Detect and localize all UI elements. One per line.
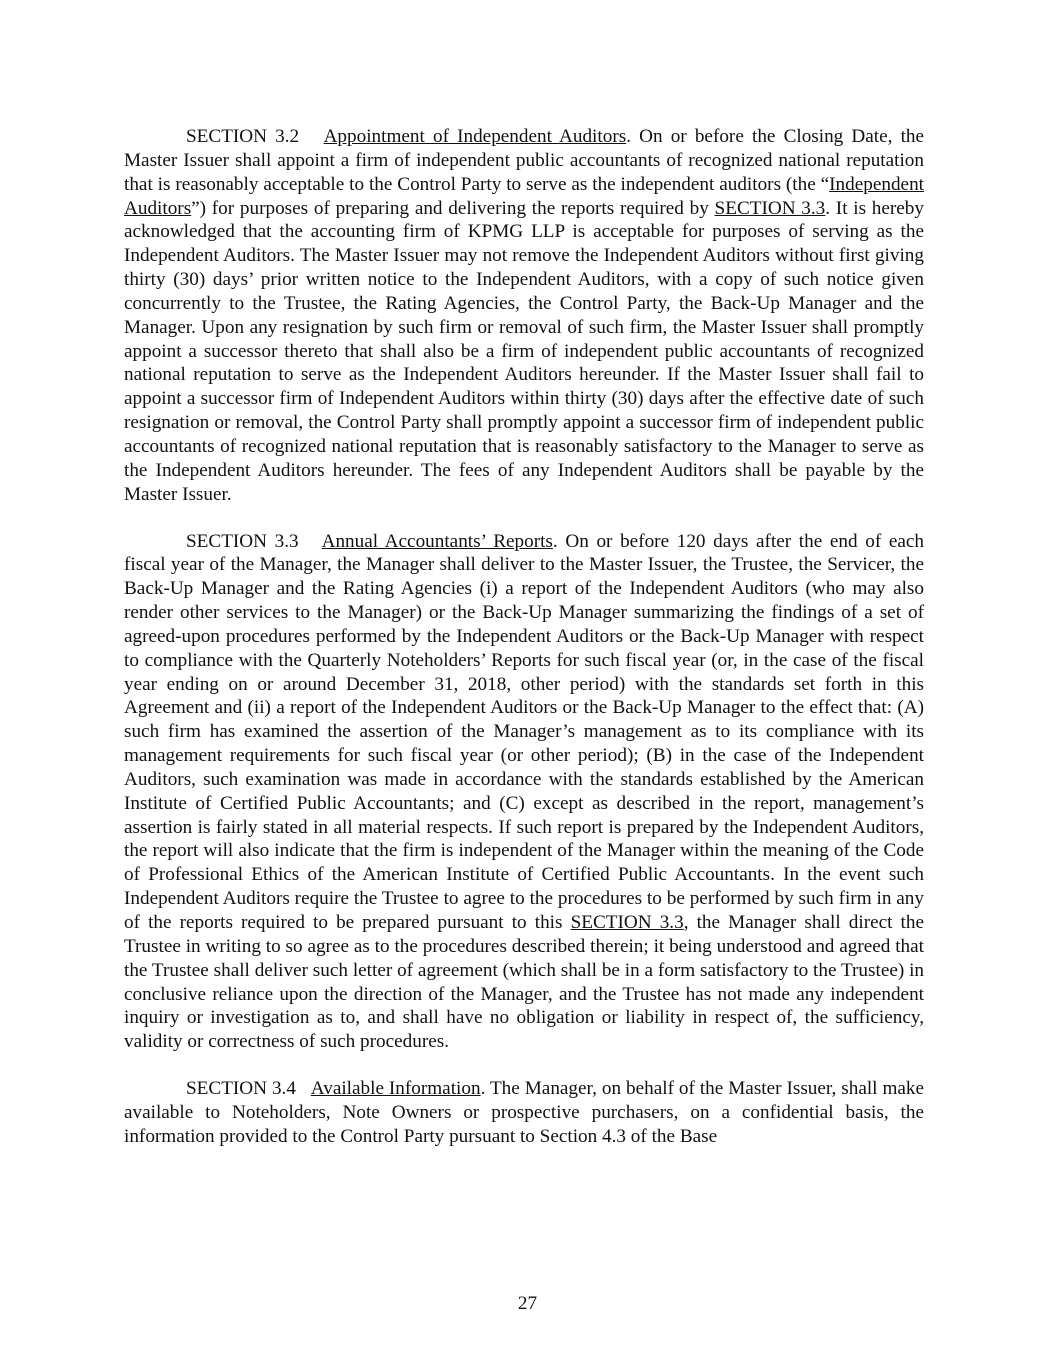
cross-reference: SECTION 3.3 xyxy=(570,912,684,933)
section-heading: Available Information xyxy=(310,1078,481,1100)
body-text: . On or before the Closing Date, the Master Issuer shall appoint a firm of independent public accountants of recognized national reputation that is reasonably acceptable to the Control Party to serve as the independent auditors (the “ xyxy=(124,126,925,195)
body-text: . On or before 120 days after the end of each fiscal year of the Manager, the Manager shall deliver to the Master Issuer, the Trustee, the Servicer, the Back-Up Manager and the Rating Agencies (i) a report of the Independent Auditors (who may also render other services to the Manager) or the Back-Up Manager summarizing the findings of a set of agreed-upon procedures performed by the Independent Auditors or the Back-Up Manager with respect to compliance with the Quarterly Noteholders’ Reports for such fiscal year (or, in the case of the fiscal year ending on or around December 31, 2018, other period) with the standards set forth in this Agreement and (ii) a report of the Independent Auditors or the Back-Up Manager to the effect that: (A) such firm has examined the assertion of the Manager’s management as to its compliance with its management requirements for such fiscal year (or other period); (B) in the case of the Independent Auditors, such examination was made in accordance with the standards established by the American Institute of Certified Public Accountants; and (C) except as described in the report, management’s assertion is fairly stated in all material respects. If such report is prepared by the Independent Auditors, the report will also indicate that the firm is independent of the Manager within the meaning of the Code of Professional Ethics of the American Institute of Certified Public Accountants. In the event such Independent Auditors require the Trustee to agree to the procedures to be performed by such firm in any of the reports required to be prepared pursuant to this xyxy=(124,530,924,933)
section-3-3-paragraph xyxy=(124,530,924,1055)
cross-reference: SECTION 3.3 xyxy=(714,197,826,219)
section-3-2-paragraph xyxy=(124,125,924,507)
body-text: ”) for purposes of preparing and delivering the reports required by xyxy=(191,197,715,219)
body-text: . The Manager, on behalf of the Master Issuer, shall make available to Noteholders, Note Owners or prospective purchasers, on a confidential basis, the information provided to the Control Party pursuant to Section 4.3 of the Base xyxy=(124,1078,925,1147)
section-3-4-paragraph xyxy=(124,1077,924,1149)
section-heading: Annual Accountants’ Reports xyxy=(321,530,553,552)
defined-term: Independent Auditors xyxy=(124,173,924,219)
section-number: SECTION 3.3 xyxy=(186,530,299,552)
section-number: SECTION 3.4 xyxy=(186,1078,296,1100)
section-heading: Appointment of Independent Auditors xyxy=(323,126,627,147)
body-text: , the Manager shall direct the Trustee in writing to so agree as to the procedures described therein; it being understood and agreed that the Trustee shall deliver such letter of agreement (which shall be in a form satisfactory to the Trustee) in conclusive reliance upon the direction of the Manager, and the Trustee has not made any independent inquiry or investigation as to, and shall have no obligation or liability in respect of, the sufficiency, validity or correctness of such procedures. xyxy=(124,912,925,1053)
document-body xyxy=(124,125,924,1172)
page-number: 27 xyxy=(517,1293,538,1314)
body-text: . It is hereby acknowledged that the accounting firm of KPMG LLP is acceptable for purposes of serving as the Independent Auditors. The Master Issuer may not remove the Independent Auditors without first giving thirty (30) days’ prior written notice to the Independent Auditors, with a copy of such notice given concurrently to the Trustee, the Rating Agencies, the Control Party, the Back-Up Manager and the Manager. Upon any resignation by such firm or removal of such firm, the Master Issuer shall promptly appoint a successor thereto that shall also be a firm of independent public accountants of recognized national reputation to serve as the Independent Auditors hereunder. If the Master Issuer shall fail to appoint a successor firm of Independent Auditors within thirty (30) days after the effective date of such resignation or removal, the Control Party shall promptly appoint a successor firm of independent public accountants of recognized national reputation that is reasonably satisfactory to the Manager to serve as the Independent Auditors hereunder. The fees of any Independent Auditors shall be payable by the Master Issuer. xyxy=(124,197,924,505)
section-number: SECTION 3.2 xyxy=(186,126,300,147)
